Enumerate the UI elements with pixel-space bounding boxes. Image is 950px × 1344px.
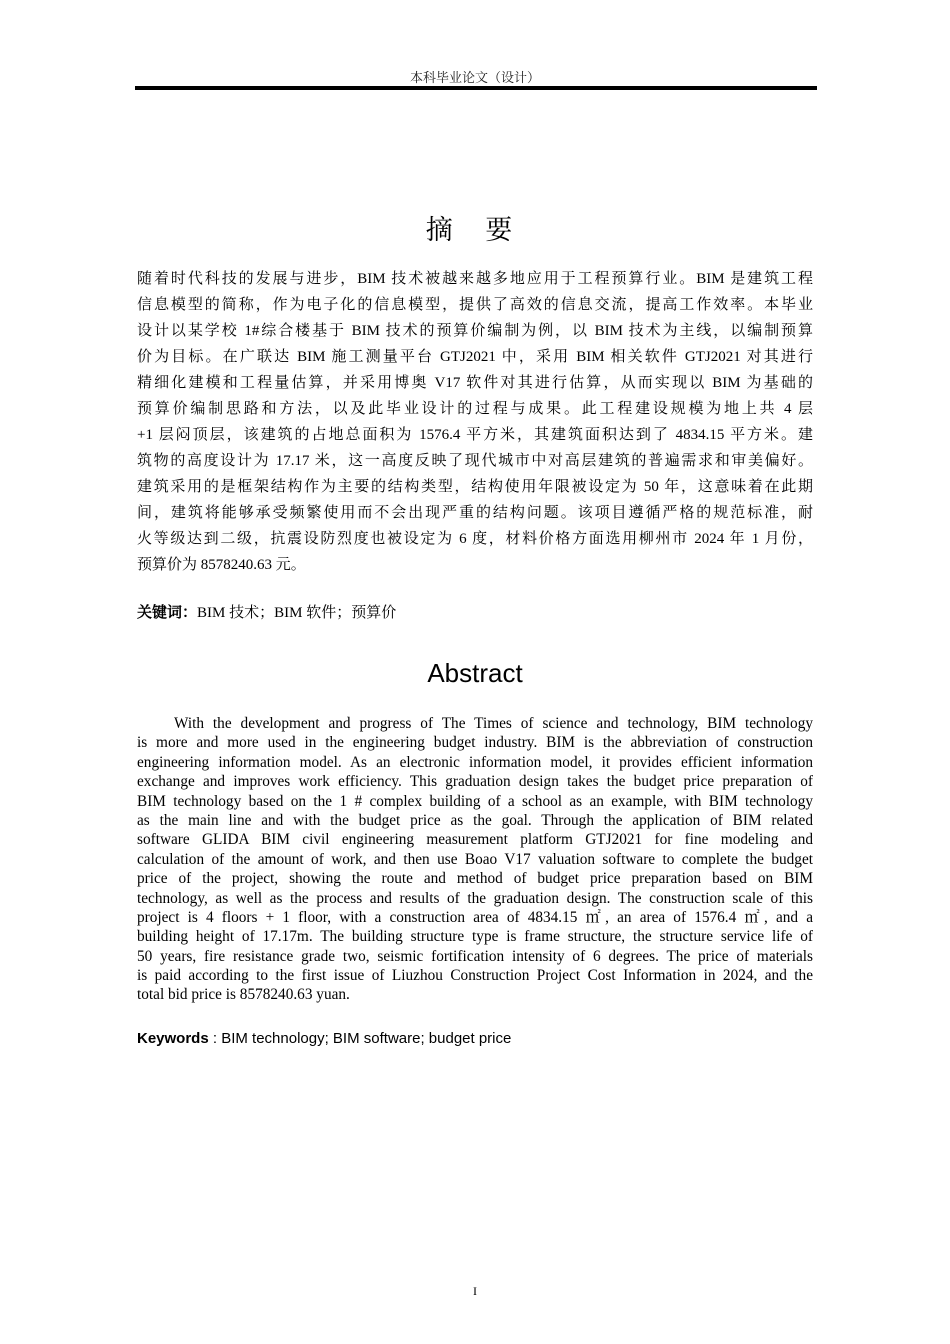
text-line: 预算价编制思路和方法，以及此毕业设计的过程与成果。此工程建设规模为地上共 4 层: [137, 401, 813, 417]
text-line: +1 层闷顶层，该建筑的占地总面积为 1576.4 平方米，其建筑面积达到了 4834.15 平方米。建: [137, 427, 813, 443]
page-header: 本科毕业论文（设计）: [409, 70, 540, 85]
text-line: 预算价为 8578240.63 元。: [137, 557, 306, 573]
text-line: exchange and improves work efficiency. This graduation design takes the budget price preparation of: [137, 773, 813, 791]
header-rule: [135, 86, 817, 90]
text-line: engineering information model. As an electronic information model, it provides efficient information: [137, 753, 813, 771]
text-line: BIM technology based on the 1 # complex building of a school as an example, with BIM technology: [137, 792, 813, 810]
text-line: total bid price is 8578240.63 yuan.: [137, 986, 350, 1004]
text-line: project is 4 floors + 1 floor, with a construction area of 4834.15 ㎡, an area of 1576.4 ㎡, and a: [137, 908, 813, 926]
text-line: software GLIDA BIM civil engineering measurement platform GTJ2021 for fine modeling and: [137, 831, 813, 849]
text-line: as the main line and with the budget price as the goal. Through the application of BIM related: [137, 811, 813, 829]
text-line: 精细化建模和工程量估算，并采用博奥 V17 软件对其进行估算，从而实现以 BIM 为基础的: [137, 375, 813, 391]
abstract-cn-body: [137, 266, 813, 578]
keywords-en: [137, 1030, 511, 1047]
text-line: 信息模型的简称，作为电子化的信息模型，提供了高效的信息交流，提高工作效率。本毕业: [137, 297, 813, 313]
keywords-cn-label: 关键词：: [137, 605, 198, 621]
keywords-cn: [137, 601, 396, 622]
abstract-en-title: Abstract: [427, 658, 523, 688]
text-line: is paid according to the first issue of Liuzhou Construction Project Cost Information in 2024, and the: [137, 967, 813, 985]
text-line: is more and more used in the engineering budget industry. BIM is the abbreviation of construction: [137, 734, 813, 752]
keywords-en-label: Keywords: [137, 1030, 209, 1047]
text-line: 建筑采用的是框架结构作为主要的结构类型，结构使用年限被设定为 50 年，这意味着在此期: [137, 479, 813, 495]
text-line: technology, as well as the process and results of the graduation design. The construction scale of this: [137, 889, 813, 907]
text-line: 50 years, fire resistance grade two, seismic fortification intensity of 6 degrees. The price of materials: [137, 947, 813, 965]
keywords-cn-value: BIM 技术；BIM 软件；预算价: [197, 605, 397, 621]
text-line: 随着时代科技的发展与进步，BIM 技术被越来越多地应用于工程预算行业。BIM 是建筑工程: [137, 271, 813, 287]
page-number: I: [473, 1284, 477, 1298]
text-line: calculation of the amount of work, and then use Boao V17 valuation software to complete the budget: [137, 850, 813, 868]
text-line: building height of 17.17m. The building structure type is frame structure, the structure service life of: [137, 928, 813, 946]
text-line: price of the project, showing the route and method of budget price preparation based on BIM: [137, 870, 813, 888]
text-line: With the development and progress of The Times of science and technology, BIM technology: [174, 715, 813, 732]
text-line: 火等级达到二级，抗震设防烈度也被设定为 6 度，材料价格方面选用柳州市 2024 年 1 月份，: [137, 531, 813, 547]
abstract-en-body: [137, 714, 813, 1005]
text-line: 筑物的高度设计为 17.17 米，这一高度反映了现代城市中对高层建筑的普遍需求和审美偏好。: [137, 453, 813, 469]
text-line: 设计以某学校 1#综合楼基于 BIM 技术的预算价编制为例，以 BIM 技术为主线，以编制预算: [137, 323, 813, 339]
abstract-cn-title: 摘 要: [425, 215, 525, 246]
text-line: 价为目标。在广联达 BIM 施工测量平台 GTJ2021 中，采用 BIM 相关软件 GTJ2021 对其进行: [137, 349, 813, 365]
text-line: 间，建筑将能够承受频繁使用而不会出现严重的结构问题。该项目遵循严格的规范标准，耐: [137, 505, 813, 521]
keywords-en-value: : BIM technology; BIM software; budget price: [208, 1030, 512, 1047]
